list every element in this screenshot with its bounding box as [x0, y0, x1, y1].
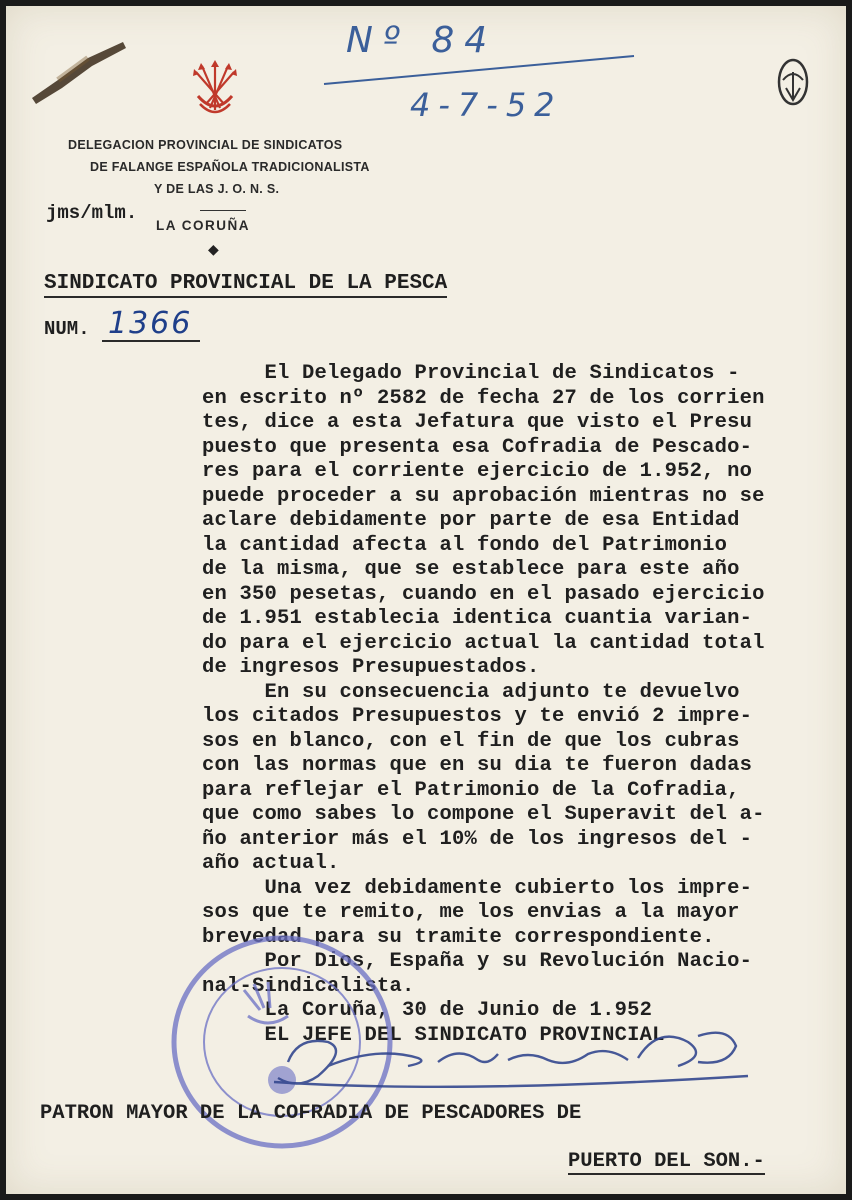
letterhead-city: LA CORUÑA [156, 218, 250, 233]
body-line: la cantidad afecta al fondo del Patrimonio [202, 533, 728, 557]
handwritten-underline [322, 50, 642, 90]
body-line: En su consecuencia adjunto te devuelvo [202, 680, 740, 704]
body-line: ño anterior más el 10% de los ingresos del - [202, 827, 753, 851]
body-line: aclare debidamente por parte de esa Entidad [202, 509, 740, 532]
letterhead-diamond: ◆ [208, 242, 219, 258]
subject-heading: SINDICATO PROVINCIAL DE LA PESCA [44, 272, 447, 298]
handwritten-number: Nº 84 [346, 20, 498, 61]
recipient-line2: PUERTO DEL SON.- [568, 1150, 765, 1173]
body-line: año actual. [202, 852, 340, 875]
body-line: de la misma, que se establece para este año [202, 558, 740, 581]
body-line: que como sabes lo compone el Superavit del a- [202, 803, 765, 826]
body-line: puede proceder a su aprobación mientras no se [202, 484, 765, 508]
body-line: res para el corriente ejercicio de 1.952, no [202, 460, 753, 483]
body-line: Por Dios, España y su Revolución Nacio- [202, 950, 753, 973]
body-line: La Coruña, 30 de Junio de 1.952 [202, 999, 653, 1022]
body-line: en 350 pesetas, cuando en el pasado ejercicio [202, 582, 765, 606]
body-line: para reflejar el Patrimonio de la Cofradia, [202, 778, 740, 802]
document-number: 1366 [108, 306, 193, 341]
signature [258, 1006, 758, 1106]
body-line: do para el ejercicio actual la cantidad total [202, 631, 765, 655]
body-line: Una vez debidamente cubierto los impre- [202, 876, 753, 900]
body-line: sos que te remito, me los envias a la mayor [202, 901, 740, 924]
reference-initials: jms/mlm. [46, 202, 138, 224]
body-line: EL JEFE DEL SINDICATO PROVINCIAL [202, 1023, 665, 1047]
burn-mark [28, 36, 128, 106]
seal-icon [776, 58, 810, 112]
body-line: brevedad para su tramite correspondiente. [202, 925, 715, 949]
handwritten-date: 4-7-52 [410, 86, 563, 124]
letterhead-rule [200, 210, 246, 211]
letterhead-line2: DE FALANGE ESPAÑOLA TRADICIONALISTA [90, 160, 370, 174]
body-line: sos en blanco, con el fin de que los cubras [202, 729, 740, 753]
body-line: de 1.951 establecia identica cuantia varian- [202, 607, 753, 630]
letterhead-line1: DELEGACION PROVINCIAL DE SINDICATOS [68, 138, 343, 152]
body-line: tes, dice a esta Jefatura que visto el Presu [202, 411, 753, 434]
recipient-line1: PATRON MAYOR DE LA COFRADIA DE PESCADORES DE [40, 1102, 582, 1125]
body-line: nal-Sindicalista. [202, 974, 415, 998]
document-page [6, 6, 846, 1194]
body-line: de ingresos Presupuestados. [202, 656, 540, 679]
body-line: los citados Presupuestos y te envió 2 impre- [202, 705, 753, 728]
falange-emblem-icon [190, 60, 240, 122]
body-line: puesto que presenta esa Cofradia de Pescado- [202, 435, 753, 459]
body-line: El Delegado Provincial de Sindicatos - [202, 362, 740, 385]
letterhead-line3: Y DE LAS J. O. N. S. [154, 182, 280, 196]
body-line: con las normas que en su dia te fueron dadas [202, 754, 753, 777]
body-line: en escrito nº 2582 de fecha 27 de los corrien [202, 386, 765, 410]
num-label: NUM. [44, 318, 90, 340]
